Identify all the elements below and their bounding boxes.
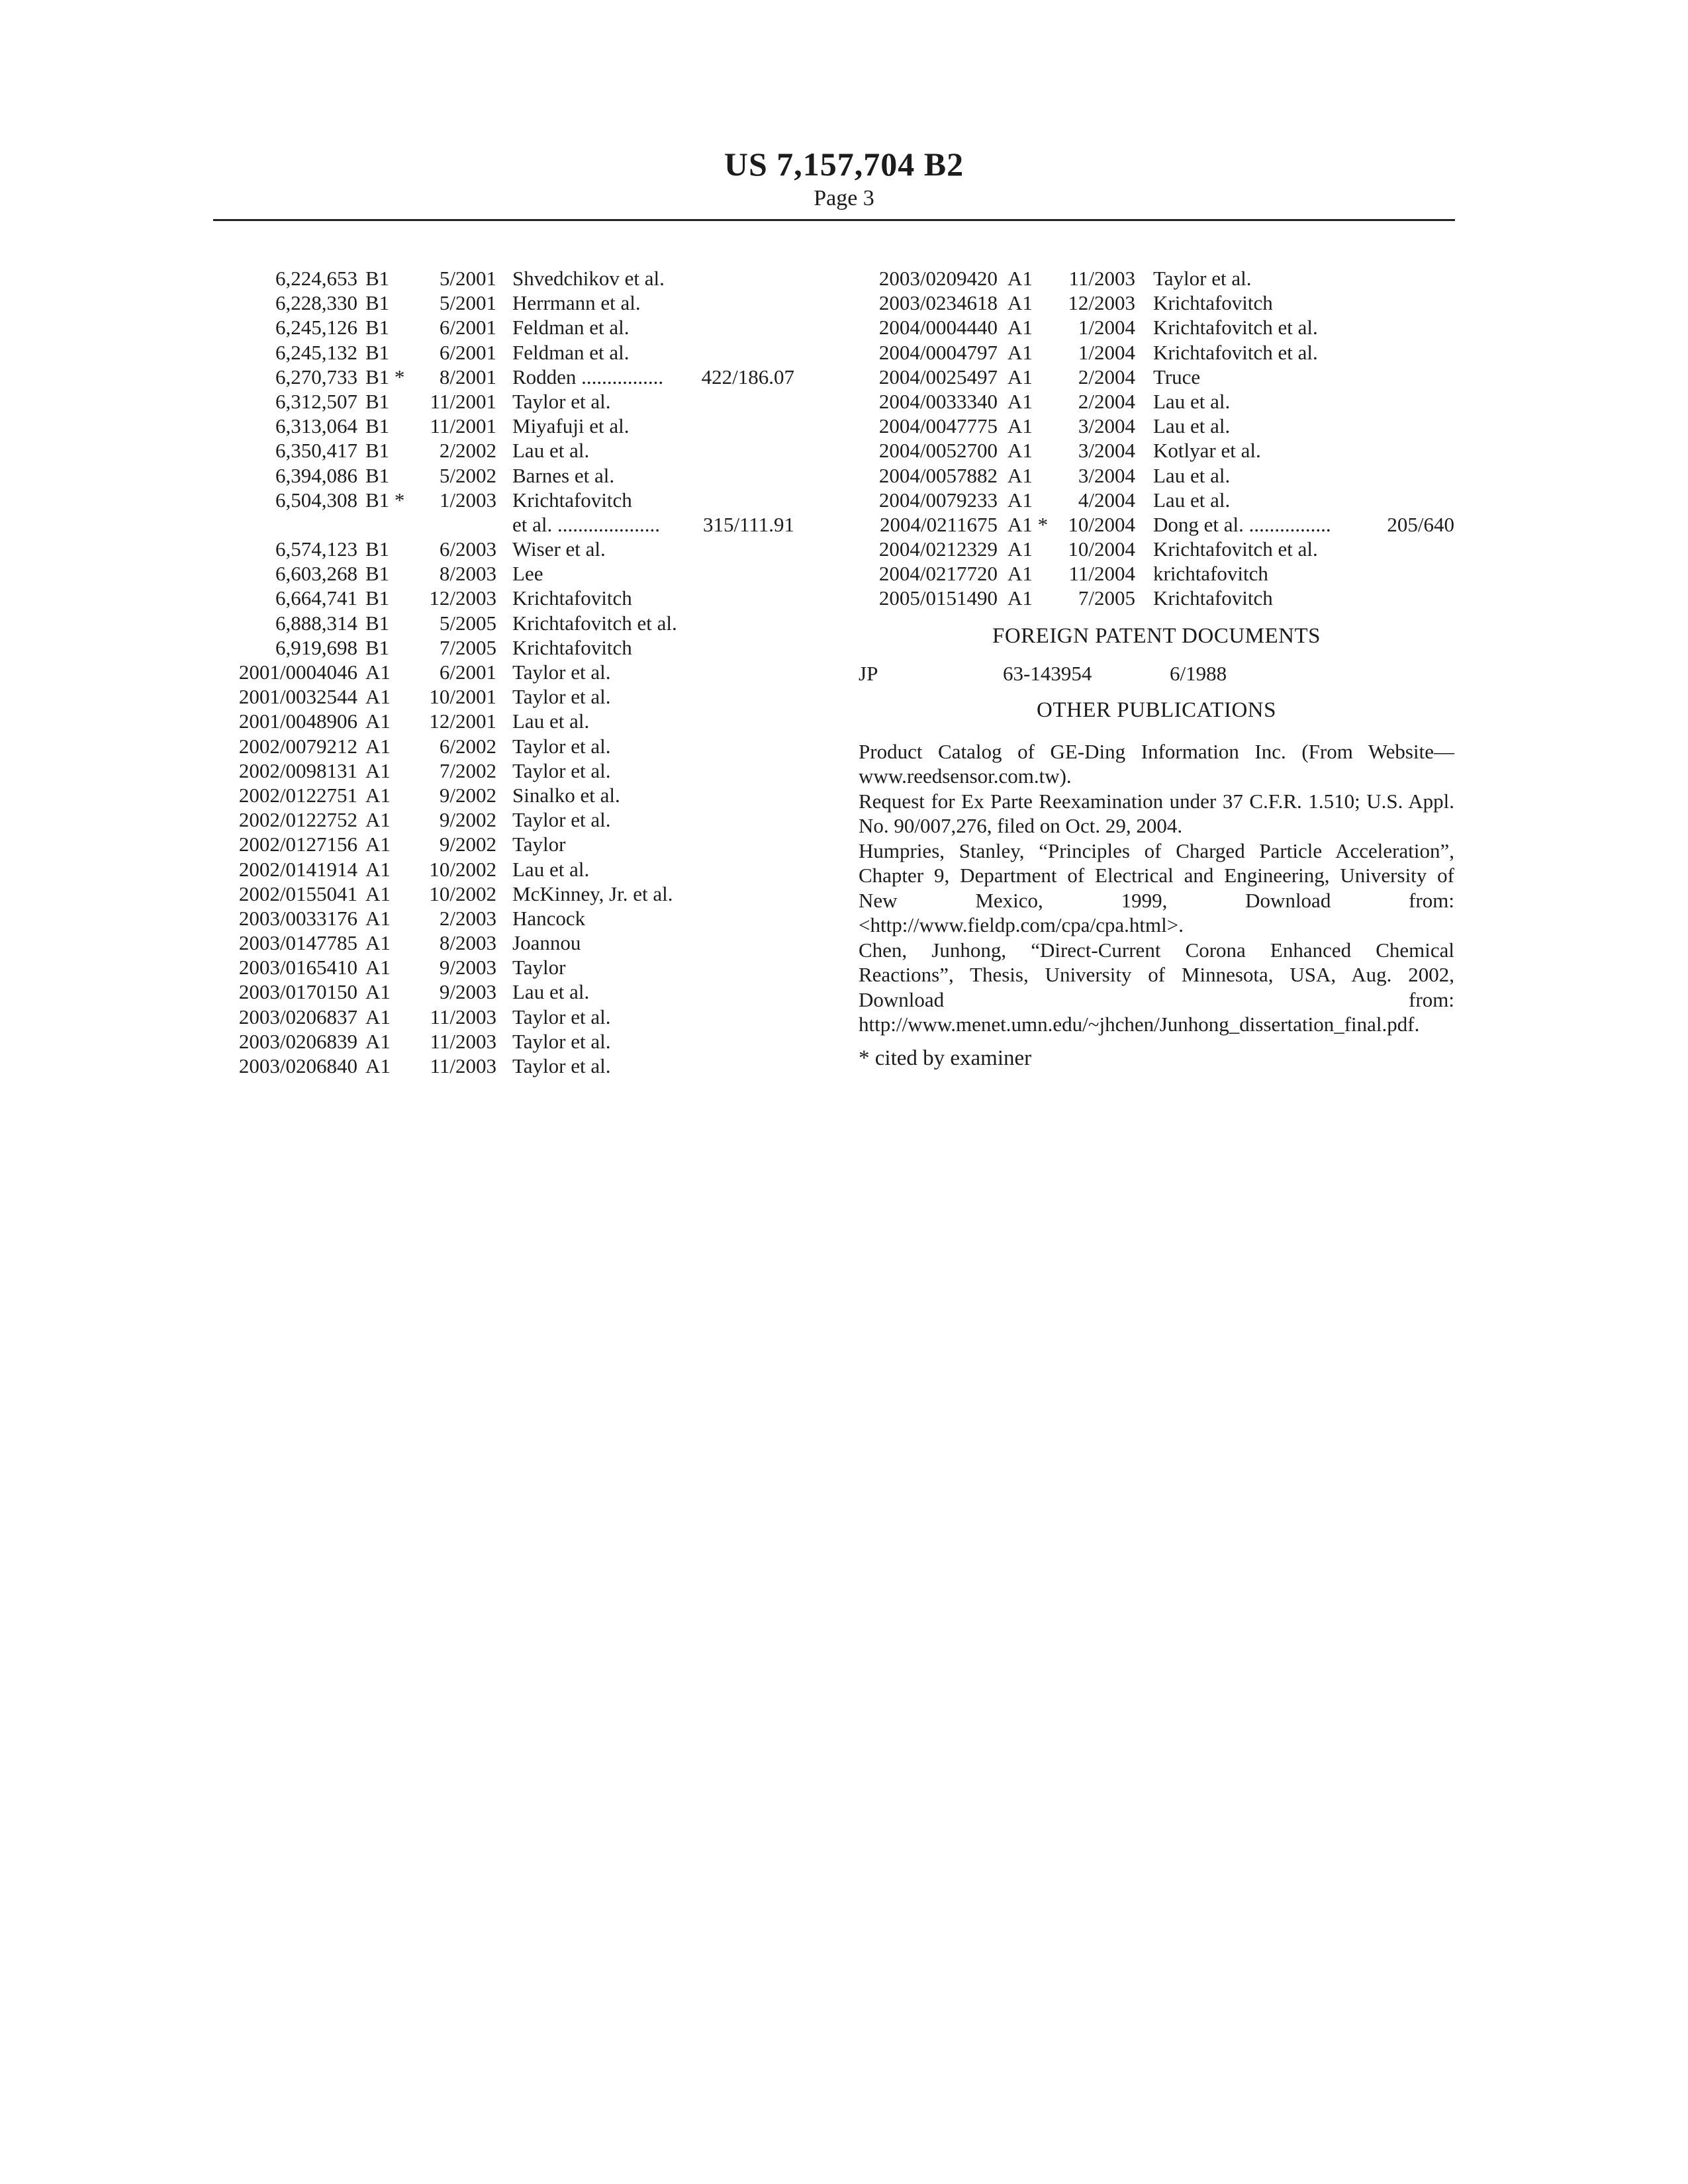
patent-number-cell: 2001/0032544 [238,685,357,709]
citation-row [218,832,814,856]
citation-row [218,807,814,832]
citation-row [218,365,814,389]
kind-code-cell: A1 [365,857,391,881]
patent-number-cell: 2003/0165410 [238,956,357,979]
date-cell: 10/2004 [1068,537,1135,561]
date-cell: 6/2001 [439,660,496,684]
other-publications-heading: OTHER PUBLICATIONS [1037,698,1276,722]
citation-row [218,266,814,291]
patent-number-cell: 2002/0127156 [238,833,357,856]
inventor-cell: Miyafuji et al. [512,414,630,438]
citation-row [218,734,814,758]
inventor-cell: Shvedchikov et al. [512,267,665,290]
inventor-cell: Taylor et al. [512,1005,611,1028]
kind-code-cell: A1 [365,660,391,684]
citation-row [218,783,814,807]
inventor-cell: Taylor [512,956,566,979]
date-cell: 10/2002 [429,882,496,905]
date-cell: 6/2001 [439,340,496,364]
kind-code-cell: A1 [1008,537,1033,561]
citation-row [218,684,814,709]
citation-row [859,266,1454,291]
citation-row [218,709,814,733]
patent-number-cell: 2001/0048906 [238,709,357,733]
inventor-cell: krichtafovitch [1153,562,1268,586]
patent-number-cell: 2002/0098131 [238,758,357,782]
patent-number-cell: 2003/0234618 [878,291,998,315]
foreign-number-cell: 63-143954 [1003,661,1092,685]
patent-number-cell: 6,603,268 [275,562,357,586]
kind-code-cell: A1 [365,783,391,807]
citation-row [218,660,814,684]
citation-row [859,315,1454,340]
inventor-cell: Krichtafovitch et al. [1153,340,1318,364]
citation-row [218,611,814,635]
inventor-cell: Joannou [512,931,581,955]
kind-code-cell: A1 [1008,586,1033,610]
patent-number-cell: 2003/0206837 [238,1005,357,1028]
date-cell: 8/2003 [439,931,496,955]
patent-number-cell: 6,350,417 [275,439,357,463]
inventor-cell: Krichtafovitch [512,586,632,610]
classification-cell: 315/111.91 [702,512,794,536]
date-cell: 2/2002 [439,439,496,463]
publication-entry: Request for Ex Parte Reexamination under 37 C.F.R. 1.510; U.S. Appl. No. 90/007,276, filed on Oct. 29, 2004. [859,789,1454,838]
date-cell: 9/2003 [439,980,496,1004]
date-cell: 8/2003 [439,562,496,586]
citation-row [218,389,814,414]
inventor-cell: Krichtafovitch [1153,291,1273,315]
inventor-cell: Krichtafovitch et al. [1153,316,1318,340]
date-cell: 3/2004 [1078,414,1135,438]
date-cell: 12/2003 [429,586,496,610]
patent-number-cell: 2004/0217720 [878,562,998,586]
patent-number-cell: 2003/0033176 [238,906,357,930]
citation-row [859,463,1454,488]
kind-code-cell: B1 [365,389,390,413]
citation-row [218,635,814,660]
citation-row [218,414,814,438]
inventor-cell: McKinney, Jr. et al. [512,882,673,905]
header-rule [213,219,1455,221]
kind-code-cell: B1 [365,439,390,463]
patent-number-cell: 2004/0033340 [878,389,998,413]
date-cell: 5/2001 [439,291,496,315]
citation-row [859,488,1454,512]
kind-code-cell: A1 [1008,316,1033,340]
patent-number-cell: 2003/0206839 [238,1029,357,1053]
kind-code-cell: A1 [365,1005,391,1028]
foreign-patents-heading: FOREIGN PATENT DOCUMENTS [992,623,1321,648]
patent-number-cell: 2004/0057882 [878,463,998,487]
inventor-cell: Lau et al. [512,980,590,1004]
left-citations-column [218,266,814,1078]
patent-number-cell: 6,245,132 [275,340,357,364]
citation-row [218,906,814,931]
patent-number-cell: 2004/0004797 [878,340,998,364]
publication-entry: Chen, Junhong, “Direct-Current Corona Enhanced Chemical Reactions”, Thesis, University of Minnesota, USA, Aug. 2002, Download from: http://www.menet.umn.edu/~jhchen/Junhong_dissertation_final.pdf. [859,938,1454,1036]
date-cell: 1/2003 [439,488,496,512]
inventor-cell: Krichtafovitch [1153,586,1273,610]
kind-code-cell: A1 [1008,488,1033,512]
kind-code-cell: B1 [365,340,390,364]
citation-row [218,1005,814,1029]
inventor-cell: Taylor et al. [512,734,611,758]
patent-number-cell: 2002/0079212 [238,734,357,758]
date-cell: 3/2004 [1078,463,1135,487]
date-cell: 11/2003 [430,1054,496,1077]
foreign-date-cell: 6/1988 [1170,661,1227,685]
date-cell: 6/2003 [439,537,496,561]
patent-number-cell: 6,919,698 [275,635,357,659]
date-cell: 7/2005 [439,635,496,659]
patent-number-cell: 6,888,314 [275,611,357,635]
patent-number-cell: 2004/0025497 [878,365,998,388]
inventor-cell: Wiser et al. [512,537,606,561]
kind-code-cell: A1 [365,685,391,709]
kind-code-cell: A1 [1008,414,1033,438]
patent-number-cell: 2001/0004046 [238,660,357,684]
patent-number-cell: 6,270,733 [275,365,357,388]
patent-number-cell: 6,574,123 [275,537,357,561]
kind-code-cell: A1 [365,758,391,782]
citation-row [859,389,1454,414]
foreign-patent-row [859,660,1454,688]
patent-number-cell: 6,245,126 [275,316,357,340]
date-cell: 5/2002 [439,463,496,487]
citation-row [218,955,814,979]
date-cell: 11/2003 [430,1005,496,1028]
kind-code-cell: A1 [1008,389,1033,413]
citation-row [218,979,814,1004]
patent-number-cell: 2003/0170150 [238,980,357,1004]
citation-row [218,438,814,463]
date-cell: 11/2004 [1068,562,1135,586]
inventor-cell: Sinalko et al. [512,783,620,807]
date-cell: 9/2002 [439,783,496,807]
inventor-cell: Hancock [512,906,586,930]
date-cell: 6/2002 [439,734,496,758]
foreign-patents-list [859,660,1454,688]
kind-code-cell: B1 [365,611,390,635]
kind-code-cell: A1 [365,833,391,856]
inventor-cell: Barnes et al. [512,463,615,487]
kind-code-cell: A1 [365,808,391,832]
date-cell: 12/2003 [1068,291,1135,315]
kind-code-cell: B1 [365,414,390,438]
citation-row [859,414,1454,438]
date-cell: 10/2002 [429,857,496,881]
kind-code-cell: A1 [1008,291,1033,315]
date-cell: 8/2001 [439,365,496,388]
inventor-cell: Lau et al. [1153,389,1231,413]
citation-row [218,340,814,365]
date-cell: 5/2005 [439,611,496,635]
right-citations-list [859,266,1454,611]
patent-number-cell: 6,504,308 [275,488,357,512]
patent-number-cell: 2002/0122752 [238,808,357,832]
inventor-cell: Taylor et al. [512,660,611,684]
date-cell: 9/2002 [439,808,496,832]
date-cell: 2/2003 [439,906,496,930]
date-cell: 10/2004 [1068,512,1135,536]
page-header [0,144,1688,212]
citation-row [218,758,814,783]
citation-row [859,340,1454,365]
inventor-cell: Taylor et al. [512,1029,611,1053]
kind-code-cell: A1 [365,931,391,955]
kind-code-cell: B1 [365,635,390,659]
date-cell: 7/2002 [439,758,496,782]
patent-number-cell: 2004/0212329 [878,537,998,561]
citation-row [859,512,1454,537]
inventor-cell: Kotlyar et al. [1153,439,1261,463]
inventor-cell: Krichtafovitch [512,488,632,512]
inventor-cell: Feldman et al. [512,316,630,340]
kind-code-cell: A1 [1008,439,1033,463]
date-cell: 3/2004 [1078,439,1135,463]
citation-row [218,291,814,315]
kind-code-cell: A1 [365,882,391,905]
date-cell: 7/2005 [1078,586,1135,610]
citation-row [859,586,1454,610]
date-cell: 11/2001 [430,414,496,438]
kind-code-cell: A1 [365,1054,391,1077]
date-cell: 11/2003 [1068,267,1135,290]
inventor-cell: Dong et al. ................ [1153,512,1331,536]
inventor-cell: Krichtafovitch et al. [512,611,677,635]
kind-code-cell: A1 [1008,340,1033,364]
kind-code-cell: A1 [365,709,391,733]
inventor-cell: Taylor et al. [1153,267,1252,290]
patent-number-cell: 6,224,653 [275,267,357,290]
citation-row [859,365,1454,389]
kind-code-cell: B1 [365,291,390,315]
citation-row [859,438,1454,463]
page-number: Page 3 [814,186,874,210]
patent-number-cell: 2004/0079233 [878,488,998,512]
date-cell: 9/2003 [439,956,496,979]
date-cell: 11/2003 [430,1029,496,1053]
date-cell: 4/2004 [1078,488,1135,512]
citation-row [218,586,814,610]
kind-code-cell: B1 [365,537,390,561]
citation-row [218,512,814,537]
date-cell: 1/2004 [1078,340,1135,364]
date-cell: 5/2001 [439,267,496,290]
kind-code-cell: B1 [365,586,390,610]
kind-code-cell: A1 [1008,463,1033,487]
patent-number-cell: 2003/0209420 [878,267,998,290]
inventor-cell: Taylor et al. [512,389,611,413]
patent-number-cell: 6,228,330 [275,291,357,315]
kind-code-cell: B1 * [365,365,405,388]
citation-row [218,1054,814,1078]
inventor-cell: Krichtafovitch [512,635,632,659]
patent-number: US 7,157,704 B2 [724,146,964,183]
patent-number-cell: 2002/0122751 [238,783,357,807]
inventor-cell: Taylor et al. [512,685,611,709]
inventor-cell: Lau et al. [512,709,590,733]
patent-number-cell: 2004/0047775 [878,414,998,438]
inventor-cell: Taylor et al. [512,808,611,832]
patent-number-cell: 2003/0147785 [238,931,357,955]
citation-row [859,291,1454,315]
date-cell: 2/2004 [1078,365,1135,388]
cited-by-examiner-note: * cited by examiner [859,1046,1032,1070]
inventor-cell: Lau et al. [512,439,590,463]
inventor-cell: Taylor et al. [512,1054,611,1077]
citation-row [218,315,814,340]
classification-cell: 422/186.07 [701,365,794,388]
kind-code-cell: A1 [1008,365,1033,388]
kind-code-cell: A1 [1008,562,1033,586]
patent-number-cell: 2003/0206840 [238,1054,357,1077]
date-cell: 2/2004 [1078,389,1135,413]
date-cell: 6/2001 [439,316,496,340]
patent-number-cell: 2004/0211675 [880,512,998,536]
citation-row [218,931,814,955]
citation-row [218,882,814,906]
kind-code-cell: B1 [365,316,390,340]
citation-row [218,561,814,586]
citation-row [218,463,814,488]
citation-row [218,857,814,882]
kind-code-cell: A1 [365,906,391,930]
date-cell: 12/2001 [429,709,496,733]
kind-code-cell: B1 * [365,488,405,512]
patent-number-cell: 2002/0155041 [238,882,357,905]
patent-number-cell: 6,313,064 [275,414,357,438]
inventor-cell: Herrmann et al. [512,291,641,315]
inventor-cell: Feldman et al. [512,340,630,364]
inventor-cell: Lau et al. [512,857,590,881]
citation-row [859,537,1454,561]
kind-code-cell: B1 [365,463,390,487]
inventor-cell: Truce [1153,365,1201,388]
publication-entry: Product Catalog of GE-Ding Information Inc. (From Website—www.reedsensor.com.tw). [859,739,1454,788]
kind-code-cell: B1 [365,267,390,290]
kind-code-cell: A1 [365,956,391,979]
patent-number-cell: 2005/0151490 [878,586,998,610]
patent-number-cell: 6,664,741 [275,586,357,610]
kind-code-cell: A1 [365,980,391,1004]
kind-code-cell: A1 [365,734,391,758]
citation-row [218,1029,814,1054]
citation-row [218,488,814,512]
kind-code-cell: A1 * [1008,512,1049,536]
inventor-cell: Rodden ................ [512,365,664,388]
patent-number-cell: 2002/0141914 [238,857,357,881]
publication-entry: Humpries, Stanley, “Principles of Charged Particle Acceleration”, Chapter 9, Department of Electrical and Engineering, University of New Mexico, 1999, Download from: <http://www.fieldp.com/cpa/cpa.html>. [859,839,1454,937]
other-publications-list [859,739,1454,1037]
inventor-cell: Lau et al. [1153,463,1231,487]
classification-cell: 205/640 [1387,512,1454,536]
date-cell: 10/2001 [429,685,496,709]
patent-number-cell: 6,312,507 [275,389,357,413]
patent-number-cell: 6,394,086 [275,463,357,487]
inventor-cell: Lau et al. [1153,488,1231,512]
inventor-cell: Taylor [512,833,566,856]
patent-number-cell: 2004/0052700 [878,439,998,463]
country-cell: JP [859,661,878,685]
citation-row [218,537,814,561]
kind-code-cell: A1 [1008,267,1033,290]
date-cell: 11/2001 [430,389,496,413]
inventor-cell: Krichtafovitch et al. [1153,537,1318,561]
citation-row [859,561,1454,586]
kind-code-cell: B1 [365,562,390,586]
inventor-cell: Taylor et al. [512,758,611,782]
inventor-cell: Lau et al. [1153,414,1231,438]
patent-number-cell: 2004/0004440 [878,316,998,340]
inventor-cell: et al. .................... [512,512,660,536]
date-cell: 9/2002 [439,833,496,856]
date-cell: 1/2004 [1078,316,1135,340]
kind-code-cell: A1 [365,1029,391,1053]
inventor-cell: Lee [512,562,543,586]
right-column [859,266,1454,1071]
